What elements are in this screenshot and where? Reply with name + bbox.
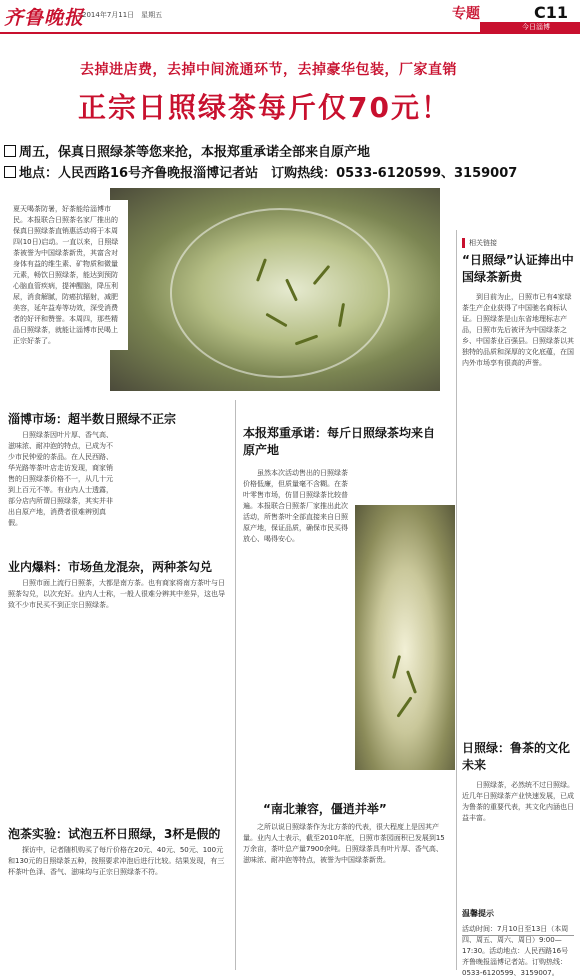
checkbox-icon <box>4 145 16 157</box>
tips-label: 温馨提示 <box>462 909 494 918</box>
tea-glass-photo <box>355 505 455 770</box>
section-1-text: 日照绿茶因叶片厚、香气高、滋味浓、耐冲泡的特点，已成为不少市民钟爱的茶品。在人民西路、华光路等茶叶店走访发现，商家销售的日照绿茶价格不一，从几十元到上百元不等。有业内人士透露，部分店内所谓日照绿茶，其实并非出自原产地，消费者很难辨别真假。 <box>8 431 113 527</box>
section-1-title: 淄博市场：超半数日照绿不正宗 <box>8 412 177 426</box>
advert-banner <box>0 58 580 188</box>
column-divider <box>235 400 236 970</box>
section-4-title: 本报郑重承诺：每斤日照绿茶均来自原产地 <box>243 426 436 457</box>
tea-leaf-shape <box>396 696 412 717</box>
sidebar-text: 到目前为止，日照市已有4家绿茶生产企业获得了中国驰名商标认证。日照绿茶是山东省地理标志产品，日照市先后被评为中国绿茶之乡、中国茶业百强县。日照绿茶以其独特的品质和深厚的文化底蕴，在国内外市场享有很高的声誉。 <box>462 293 574 367</box>
issue-date: 2014年7月11日 星期五 <box>82 11 163 19</box>
tips-box <box>462 909 574 977</box>
intro-paragraph-box <box>8 200 128 350</box>
section-2-text: 日照市面上流行日照茶，大都是南方茶。也有商家将南方茶叶与日照茶勾兑，以次充好。业内人士称，一般人很难分辨其中差异，这也导致不少市民买不到正宗日照绿茶。 <box>8 579 225 609</box>
advert-headline: 正宗日照绿茶每斤仅70元！ <box>78 91 451 124</box>
checkbox-icon <box>4 166 16 178</box>
advert-line-1: 周五，保真日照绿茶等您来抢，本报郑重承诺全部来自原产地 <box>4 141 370 160</box>
page-number: C11 <box>534 3 569 22</box>
intro-text: 夏天喝茶防暑，好茶能给淄博市民。本报联合日照茶名家厂推出的保真日照绿茶直销惠活动将于本周四(10日)启动。一直以来，日照绿茶被誉为中国绿茶新贵，其富含对身体有益的维生素、矿物质和微量元素，畅饮日照绿茶，能达到预防心脑血管疾病，提神醒脑，降压利尿，消食解腻，防癌抗辐射，减肥美容，延年益寿等功效，深受消费者的好评和赞誉。本周四，那些精品日照绿茶，就能让淄博市民喝上正宗好茶了。 <box>13 205 119 345</box>
tea-leaf-shape <box>406 670 417 694</box>
section-4-text: 虽然本次活动售出的日照绿茶价格低廉，但质量毫不含糊。在茶叶零售市场，仿冒日照绿茶比较普遍。本报联合日照茶厂家推出此次活动，所售茶叶全部直接来自日照原产地，保证品质，确保市民买得放心、喝得安心。 <box>243 469 348 543</box>
tea-leaf-shape <box>392 655 401 679</box>
sub-section-bar: 今日淄博 <box>480 22 580 33</box>
tea-cup-photo <box>110 188 440 391</box>
glass-outline <box>170 208 390 378</box>
section-3-title: 泡茶实验：试泡五杯日照绿，3杯是假的 <box>8 827 221 841</box>
sidebar-title-2: 日照绿：鲁茶的文化未来 <box>462 741 571 772</box>
sidebar-title: “日照绿”认证捧出中国绿茶新贵 <box>462 253 574 284</box>
sidebar-text-2: 日照绿茶，必然统不过日照绿。近几年日照绿茶产业快速发展，已成为鲁茶的重要代表，其文化内涵也日益丰富。 <box>462 781 574 822</box>
section-label: 专题 <box>452 6 480 22</box>
column-divider <box>456 230 457 970</box>
related-link-tag: 相关链接 <box>462 238 497 248</box>
advert-line-2: 地点：人民西路16号齐鲁晚报淄博记者站 订购热线：0533-6120599、3159007 <box>4 162 517 181</box>
masthead-logo: 齐鲁晚报 <box>4 7 85 29</box>
section-2-title: 业内爆料：市场鱼龙混杂，两种茶勾兑 <box>8 560 213 574</box>
section-3-text: 探访中，记者随机购买了每斤价格在20元、40元、50元、100元和130元的日照绿茶五种，按照要求冲泡后进行比较。结果发现，有三杯茶叶色泽、香气、滋味均与正宗日照绿茶不符。 <box>8 846 225 876</box>
section-5-title: “南北兼容，僵逍并举” <box>263 802 387 816</box>
tips-text: 活动时间：7月10日至13日（本周四、周五、周六、周日）9:00—17:30。活动地点：人民西路16号齐鲁晚报淄博记者站。订购热线：0533-6120599、3159007。 <box>462 925 569 977</box>
advert-subtitle: 去掉进店费，去掉中间流通环节，去掉豪华包装，厂家直销 <box>80 62 457 78</box>
section-5-text: 之所以说日照绿茶作为北方茶的代表，很大程度上是因其产量。业内人士表示，截至2010年底，日照市茶园面积已发展到15万余亩，茶叶总产量7900余吨。日照绿茶具有叶片厚、香气高、滋味浓、耐冲泡等特点，被誉为中国绿茶新贵。 <box>243 823 445 864</box>
page-header <box>0 0 580 34</box>
